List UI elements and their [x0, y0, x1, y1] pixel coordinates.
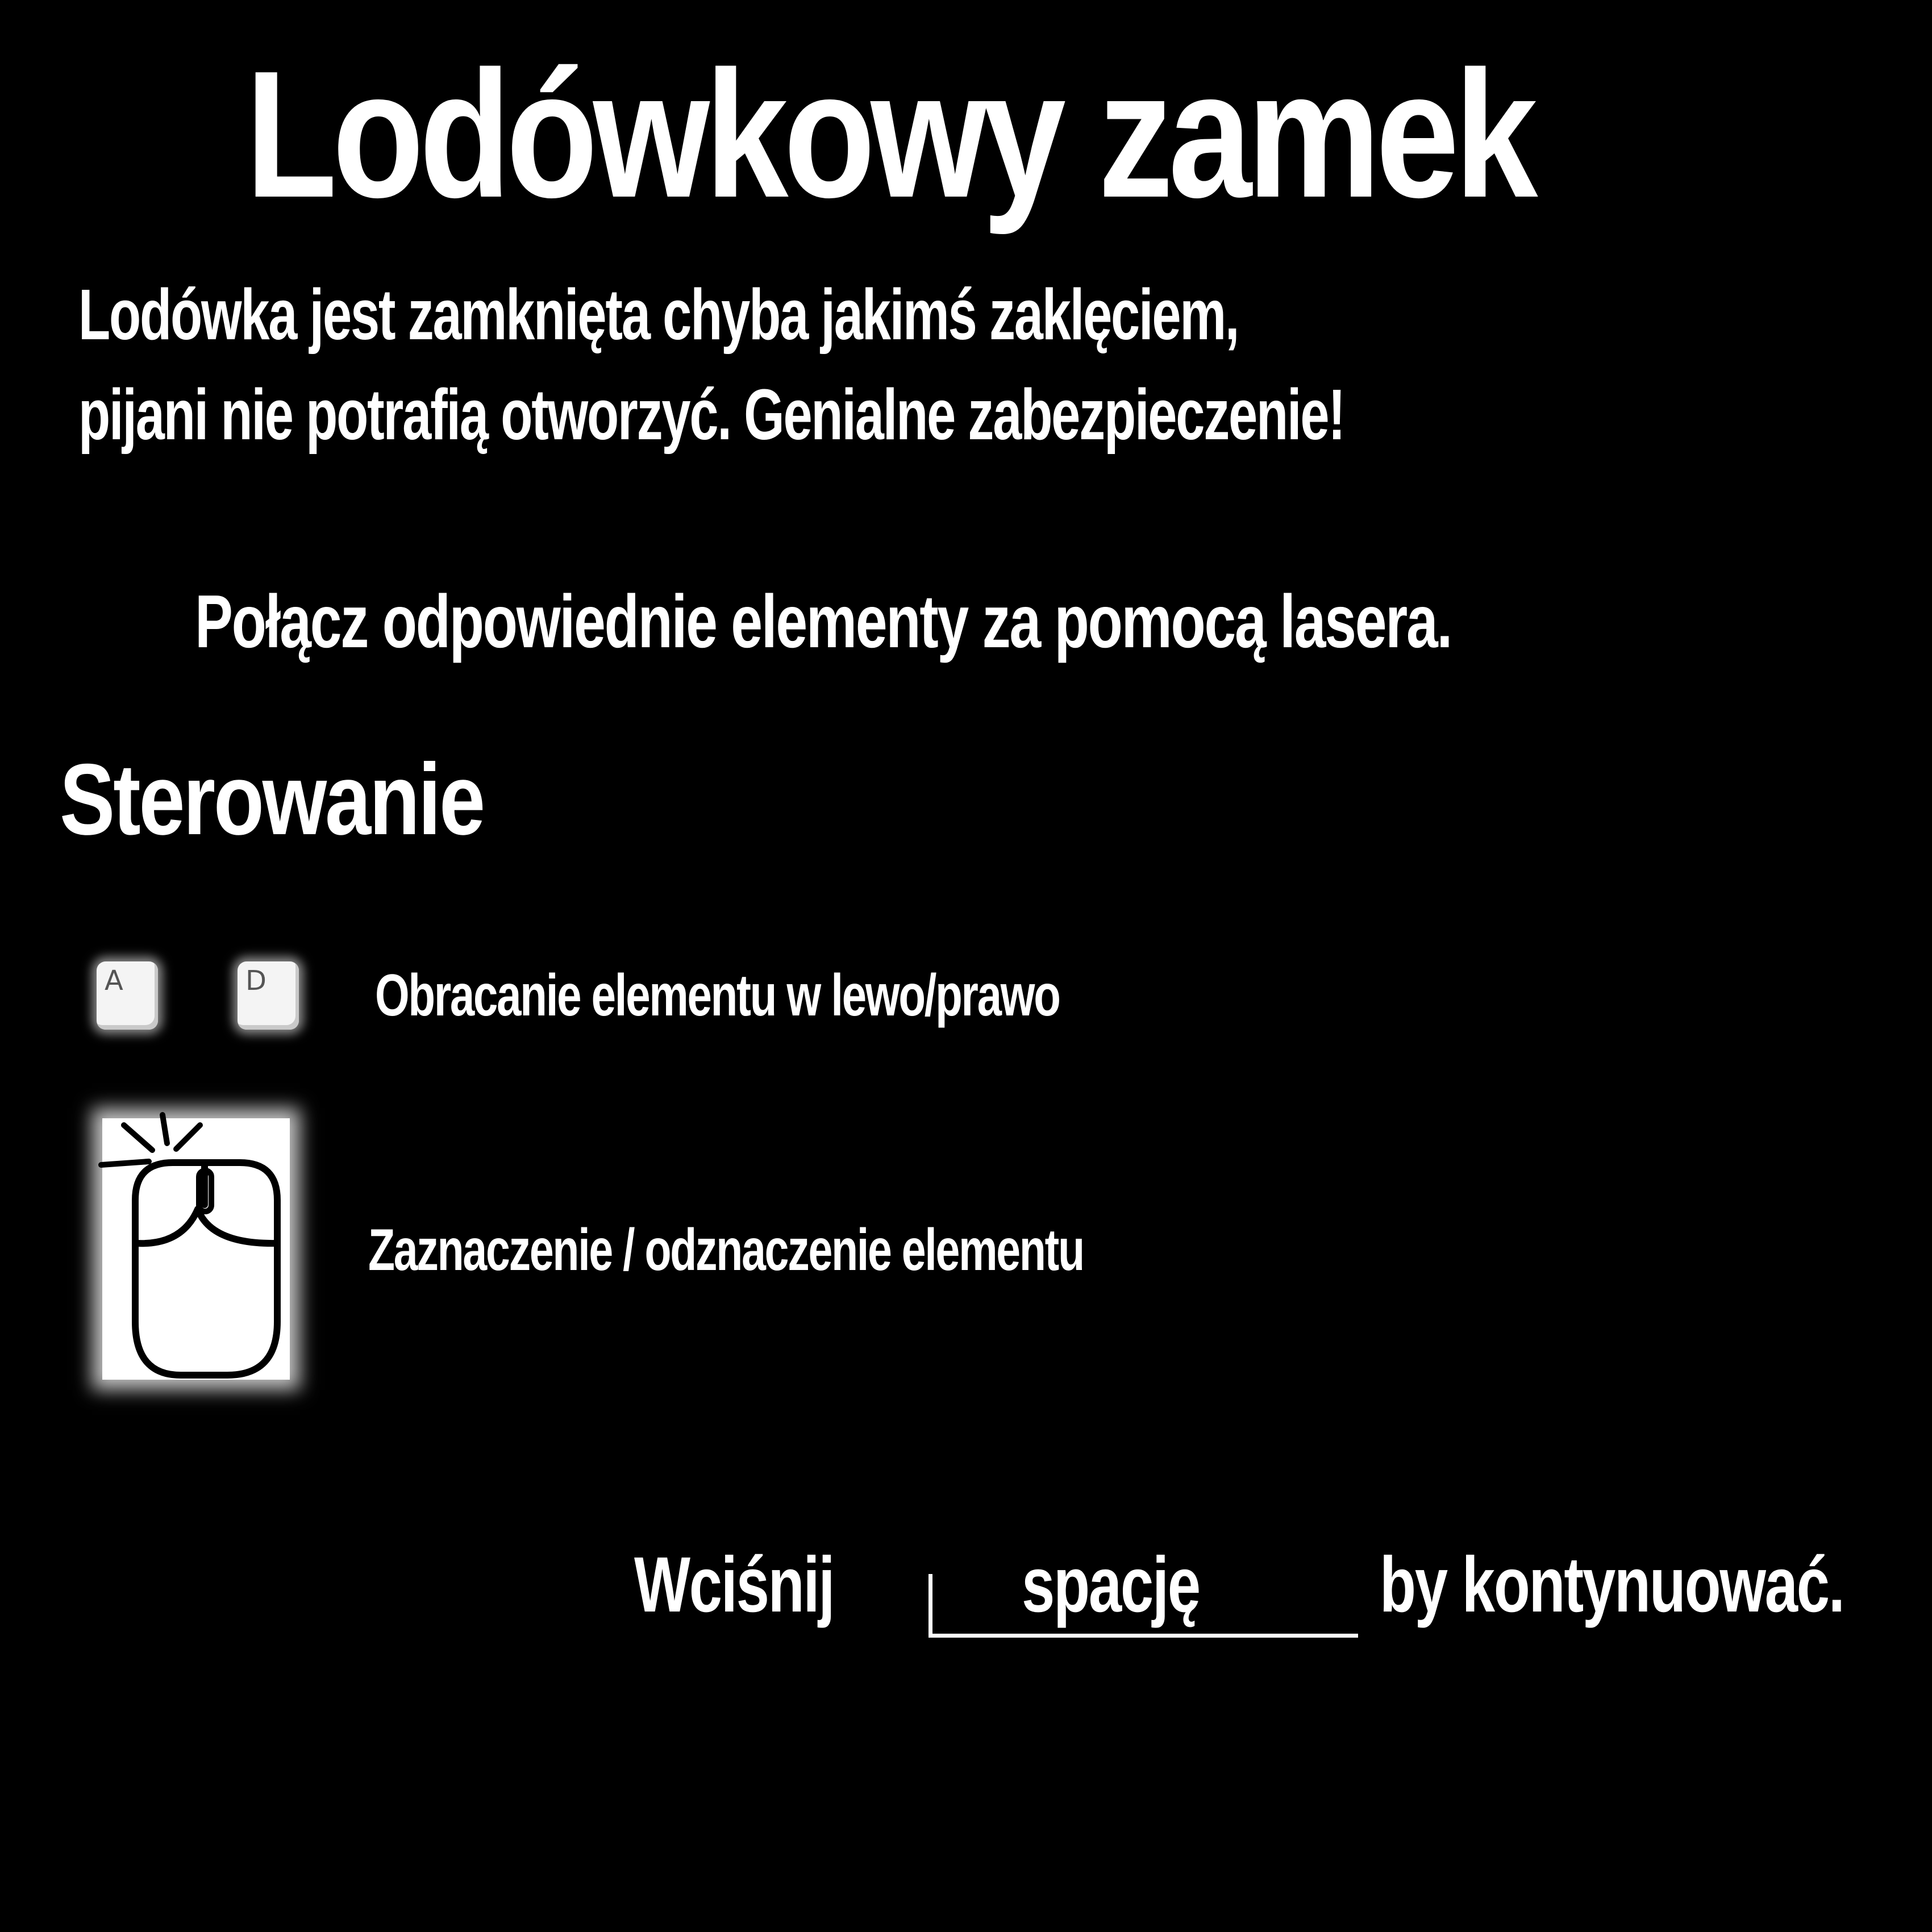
continue-prompt-after: by kontynuować. — [1380, 1541, 1844, 1629]
intro-line-2: pijani nie potrafią otworzyć. Genialne zabezpieczenie! — [78, 374, 1344, 455]
continue-prompt-key: spację — [1022, 1541, 1200, 1629]
key-d-label: D — [245, 965, 267, 997]
instruction-text: Połącz odpowiednie elementy za pomocą lasera. — [195, 580, 1452, 663]
intro-line-1: Lodówka jest zamknięta chyba jakimś zaklęciem, — [78, 274, 1239, 355]
rotate-control-label: Obracanie elementu w lewo/prawo — [375, 963, 1060, 1029]
mouse-left-click-icon — [102, 1118, 290, 1380]
page-title: Lodówkowy zamek — [245, 34, 1534, 235]
select-control-label: Zaznaczenie / odznaczenie elementu — [368, 1217, 1084, 1283]
continue-prompt-before: Wciśnij — [634, 1541, 834, 1629]
key-a-label: A — [105, 965, 123, 997]
controls-heading: Sterowanie — [60, 743, 484, 856]
